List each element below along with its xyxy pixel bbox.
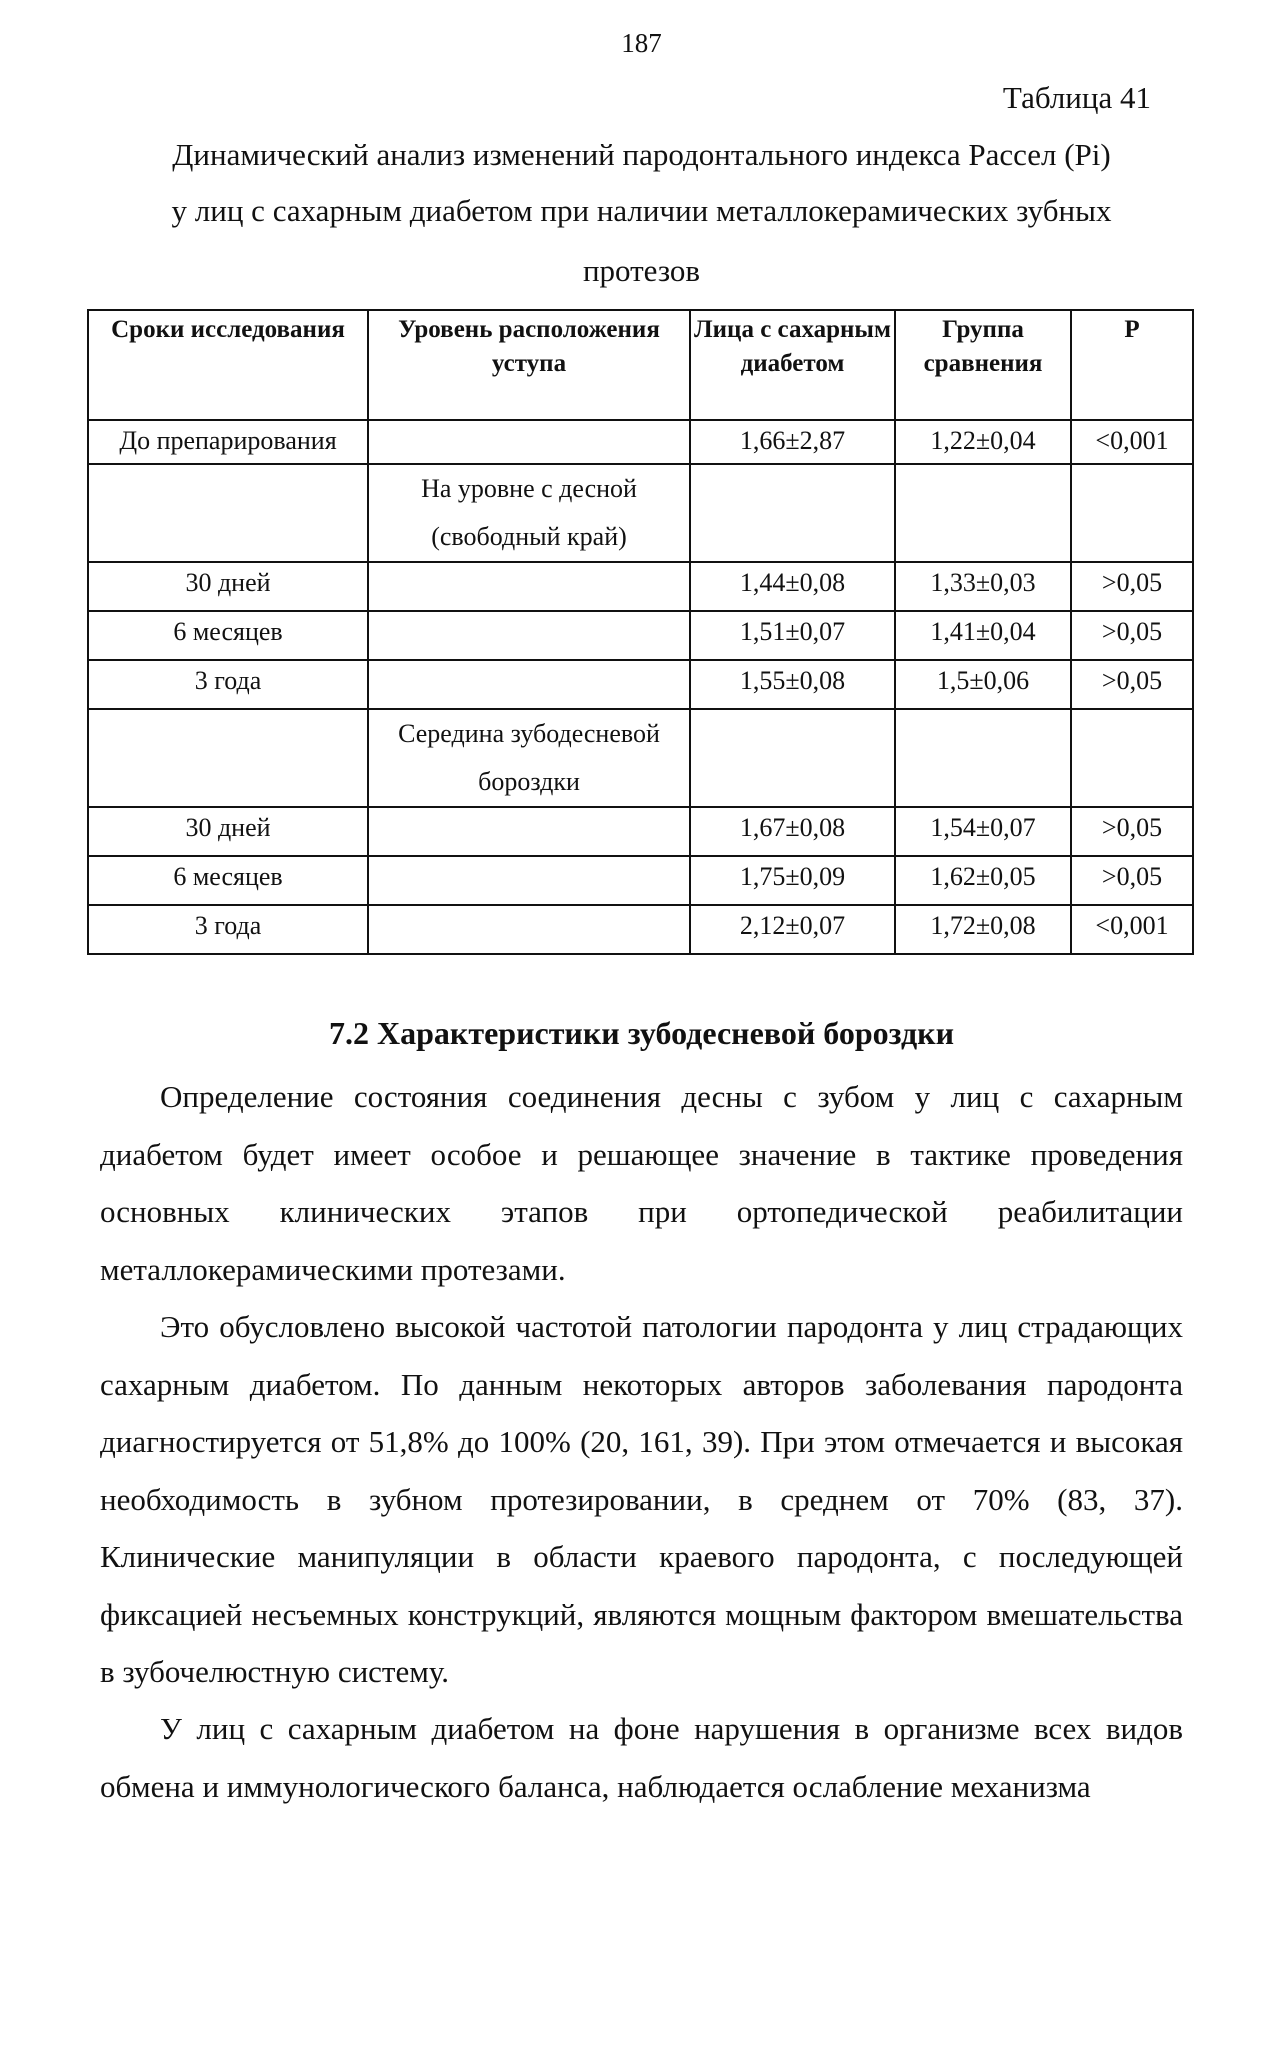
- cell-level: [368, 562, 690, 611]
- cell-level: [368, 420, 690, 464]
- header-period: Сроки исследования: [88, 310, 368, 420]
- cell-empty: [690, 464, 895, 562]
- group-label-line-2: (свободный край): [431, 522, 627, 551]
- table-header-row: [88, 310, 1193, 420]
- table-row: [88, 562, 1193, 611]
- cell-p: <0,001: [1071, 420, 1193, 464]
- table-caption-line-3: протезов: [582, 253, 701, 288]
- cell-diabetes: 1,44±0,08: [690, 562, 895, 611]
- cell-period: 3 года: [88, 905, 368, 954]
- cell-diabetes: 1,51±0,07: [690, 611, 895, 660]
- cell-empty: [895, 464, 1071, 562]
- cell-level: [368, 611, 690, 660]
- group-label-line-1: На уровне с десной: [421, 474, 637, 503]
- cell-period: 6 месяцев: [88, 856, 368, 905]
- cell-empty: [690, 709, 895, 807]
- cell-diabetes: 2,12±0,07: [690, 905, 895, 954]
- cell-level: [368, 905, 690, 954]
- table-row: [88, 856, 1193, 905]
- cell-empty: [88, 709, 368, 807]
- cell-diabetes: 1,75±0,09: [690, 856, 895, 905]
- paragraph: Определение состояния соединения десны с зубом у лиц с сахарным диабетом будет имеет особое и решающее значение в тактике проведения основных клинических этапов при ортопедической реабилитации металлокерамическими протезами.: [100, 1079, 1183, 1287]
- table-group-row: [88, 709, 1193, 807]
- cell-p: >0,05: [1071, 562, 1193, 611]
- section-title: 7.2 Характеристики зубодесневой бороздки: [329, 1015, 954, 1051]
- cell-diabetes: 1,67±0,08: [690, 807, 895, 856]
- cell-comparison: 1,41±0,04: [895, 611, 1071, 660]
- table-group-row: [88, 464, 1193, 562]
- table-row: [88, 660, 1193, 709]
- cell-level: [368, 856, 690, 905]
- cell-comparison: 1,72±0,08: [895, 905, 1071, 954]
- cell-p: >0,05: [1071, 660, 1193, 709]
- cell-empty: [895, 709, 1071, 807]
- cell-p: <0,001: [1071, 905, 1193, 954]
- table-row: [88, 905, 1193, 954]
- cell-diabetes: 1,66±2,87: [690, 420, 895, 464]
- table-caption-line-2: у лиц с сахарным диабетом при наличии металлокерамических зубных: [171, 193, 1112, 228]
- table-caption-line-1: Динамический анализ изменений пародонтального индекса Рассел (Pi): [172, 137, 1111, 172]
- header-p: P: [1071, 310, 1193, 420]
- cell-level: [368, 660, 690, 709]
- group-label-line-1: Середина зубодесневой: [398, 719, 660, 748]
- paragraph: У лиц с сахарным диабетом на фоне нарушения в организме всех видов обмена и иммунологического баланса, наблюдается ослабление механизма: [100, 1711, 1183, 1804]
- header-level: Уровень расположения уступа: [368, 310, 690, 420]
- cell-empty: [88, 464, 368, 562]
- cell-period: 6 месяцев: [88, 611, 368, 660]
- cell-p: >0,05: [1071, 611, 1193, 660]
- cell-comparison: 1,5±0,06: [895, 660, 1071, 709]
- cell-period: 30 дней: [88, 562, 368, 611]
- table-row: [88, 420, 1193, 464]
- cell-period: 3 года: [88, 660, 368, 709]
- paragraph: Это обусловлено высокой частотой патологии пародонта у лиц страдающих сахарным диабетом. По данным некоторых авторов заболевания пародонта диагностируется от 51,8% до 100% (20, 161, 39). При этом отмечается и высокая необходимость в зубном протезировании, в среднем от 70% (83, 37). Клинические манипуляции в области краевого пародонта, с последующей фиксацией несъемных конструкций, являются мощным фактором вмешательства в зубочелюстную систему.: [100, 1309, 1183, 1689]
- cell-comparison: 1,22±0,04: [895, 420, 1071, 464]
- page-number: 187: [621, 28, 662, 58]
- group-label: [368, 709, 690, 807]
- cell-comparison: 1,33±0,03: [895, 562, 1071, 611]
- cell-empty: [1071, 709, 1193, 807]
- header-comparison: Группа сравнения: [895, 310, 1071, 420]
- header-diabetes: Лица с сахарным диабетом: [690, 310, 895, 420]
- cell-empty: [1071, 464, 1193, 562]
- cell-comparison: 1,62±0,05: [895, 856, 1071, 905]
- table-label: Таблица 41: [1002, 80, 1151, 115]
- cell-p: >0,05: [1071, 807, 1193, 856]
- pi-index-table: [87, 309, 1194, 955]
- cell-comparison: 1,54±0,07: [895, 807, 1071, 856]
- cell-diabetes: 1,55±0,08: [690, 660, 895, 709]
- group-label: [368, 464, 690, 562]
- group-label-line-2: бороздки: [478, 767, 580, 796]
- cell-level: [368, 807, 690, 856]
- table-row: [88, 611, 1193, 660]
- cell-p: >0,05: [1071, 856, 1193, 905]
- cell-period: До препарирования: [88, 420, 368, 464]
- cell-period: 30 дней: [88, 807, 368, 856]
- table-row: [88, 807, 1193, 856]
